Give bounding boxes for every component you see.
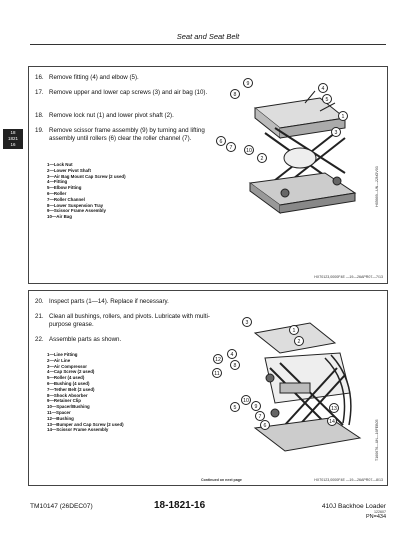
tab-line-2: 1821	[7, 136, 18, 141]
step-21	[35, 313, 225, 331]
tab-line-1: 18	[10, 130, 16, 135]
callout-10: 10	[241, 395, 251, 405]
legend-item: 1—Lock Nut	[47, 162, 73, 167]
legend-item: 3—Air Bag Mount Cap Screw (2 used)	[47, 173, 126, 179]
callout-4: 4	[318, 83, 328, 93]
step-22	[35, 336, 225, 346]
continued-note: Continued on next page	[201, 478, 242, 482]
footer-pn: PN=434	[365, 514, 386, 520]
step-number: 18.	[35, 112, 44, 119]
legend-item: 7—Roller Channel	[47, 196, 85, 202]
legend-item: 9—Scissor Frame Assembly	[47, 208, 106, 214]
callout-9: 9	[243, 78, 253, 88]
callout-8: 8	[230, 89, 240, 99]
legend-item: 13—Bumper and Cap Screw (2 used)	[47, 421, 124, 427]
legend-item: 5—Elbow Fitting	[47, 185, 82, 191]
legend-item: 10—Spacer/Bushing	[47, 404, 90, 410]
step-text: Clean all bushings, rollers, and pivots. Lubricate with multi-purpose grease.	[49, 313, 210, 328]
figure-id-2: T160676—UN—16FEB05	[375, 419, 379, 461]
seat-suspension-illustration	[225, 313, 375, 458]
step-number: 16.	[35, 74, 44, 81]
legend-item: 8—Shock Absorber	[47, 392, 88, 398]
step-number: 20.	[35, 298, 44, 305]
footer-page-number: 18-1821-16	[154, 500, 206, 511]
legend-item: 14—Scissor Frame Assembly	[47, 427, 109, 433]
legend-item: 4—Cap Screw (2 used)	[47, 369, 95, 375]
step-number: 22.	[35, 336, 44, 343]
callout-7: 7	[226, 142, 236, 152]
callout-8: 8	[230, 360, 240, 370]
callout-12: 12	[213, 354, 223, 364]
parts-legend-2	[47, 352, 217, 433]
callout-7: 7	[255, 411, 265, 421]
callout-2: 2	[294, 336, 304, 346]
callout-1: 1	[289, 325, 299, 335]
footer-model	[322, 503, 386, 520]
callout-11: 11	[212, 368, 222, 378]
legend-item: 7—Tether Belt (2 used)	[47, 386, 95, 392]
step-text: Remove scissor frame assembly (9) by turning and lifting assembly until rollers (6) clear the roller channel (7).	[49, 127, 205, 142]
step-18	[35, 112, 225, 122]
legend-item: 1—Line Fitting	[47, 352, 78, 357]
step-19	[35, 127, 225, 153]
step-text: Inspect parts (1—14). Replace if necessary.	[49, 298, 169, 305]
legend-item: 9—Retainer Clip	[47, 398, 81, 404]
callout-2: 2	[257, 153, 267, 163]
page-header-title: Seat and Seat Belt	[176, 32, 240, 41]
legend-item: 10—Air Bag	[47, 214, 72, 220]
callout-3: 3	[242, 317, 252, 327]
section-tab	[3, 129, 23, 149]
callout-5: 5	[230, 402, 240, 412]
callout-13: 13	[329, 403, 339, 413]
header-rule	[30, 44, 386, 45]
callout-3: 3	[331, 127, 341, 137]
legend-item: 8—Lower Suspension Tray	[47, 202, 104, 208]
step-16	[35, 74, 225, 84]
callout-4: 4	[227, 349, 237, 359]
step-text: Remove upper and lower cap screws (3) and air bag (10).	[49, 89, 208, 96]
callout-6: 6	[260, 420, 270, 430]
legend-item: 3—Air Compressor	[47, 363, 88, 369]
step-number: 21.	[35, 313, 44, 320]
callout-5: 5	[322, 94, 332, 104]
legend-item: 2—Air Line	[47, 357, 71, 363]
footer-manual-id: TM10147 (26DEC07)	[30, 503, 93, 510]
procedure-box-2	[28, 290, 388, 486]
footer-model-name: 410J Backhoe Loader	[321, 503, 386, 510]
tab-line-3: 16	[10, 142, 16, 147]
callout-14: 14	[327, 416, 337, 426]
parts-legend-1	[47, 162, 217, 220]
step-text: Remove lock nut (1) and lower pivot shaft (2).	[49, 112, 174, 119]
footer-date-code: 122607	[374, 510, 386, 514]
legend-item: 2—Lower Pivot Shaft	[47, 167, 91, 173]
footer-id-2: HX70123,0000F4E —19—26APR07—8/13	[314, 478, 383, 482]
figure-id-1: H65669—UN—22NOV03	[375, 166, 379, 207]
legend-item: 5—Roller (4 used)	[47, 375, 85, 381]
step-number: 17.	[35, 89, 44, 96]
legend-item: 4—Fitting	[47, 179, 68, 185]
callout-1: 1	[338, 111, 348, 121]
callout-6: 6	[216, 136, 226, 146]
procedure-box-1	[28, 66, 388, 284]
callout-10: 10	[244, 145, 254, 155]
callout-9: 9	[251, 401, 261, 411]
step-text: Assemble parts as shown.	[49, 336, 122, 343]
legend-item: 11—Spacer	[47, 409, 71, 415]
footer-id-1: HX70123,0000F4E —19—26APR07—7/13	[314, 275, 383, 279]
legend-item: 12—Bushing	[47, 415, 74, 421]
legend-item: 6—Bushing (4 used)	[47, 380, 90, 386]
step-number: 19.	[35, 127, 44, 134]
step-17	[35, 89, 225, 107]
step-text: Remove fitting (4) and elbow (5).	[49, 74, 139, 81]
step-20	[35, 298, 225, 308]
legend-item: 6—Roller	[47, 190, 67, 196]
